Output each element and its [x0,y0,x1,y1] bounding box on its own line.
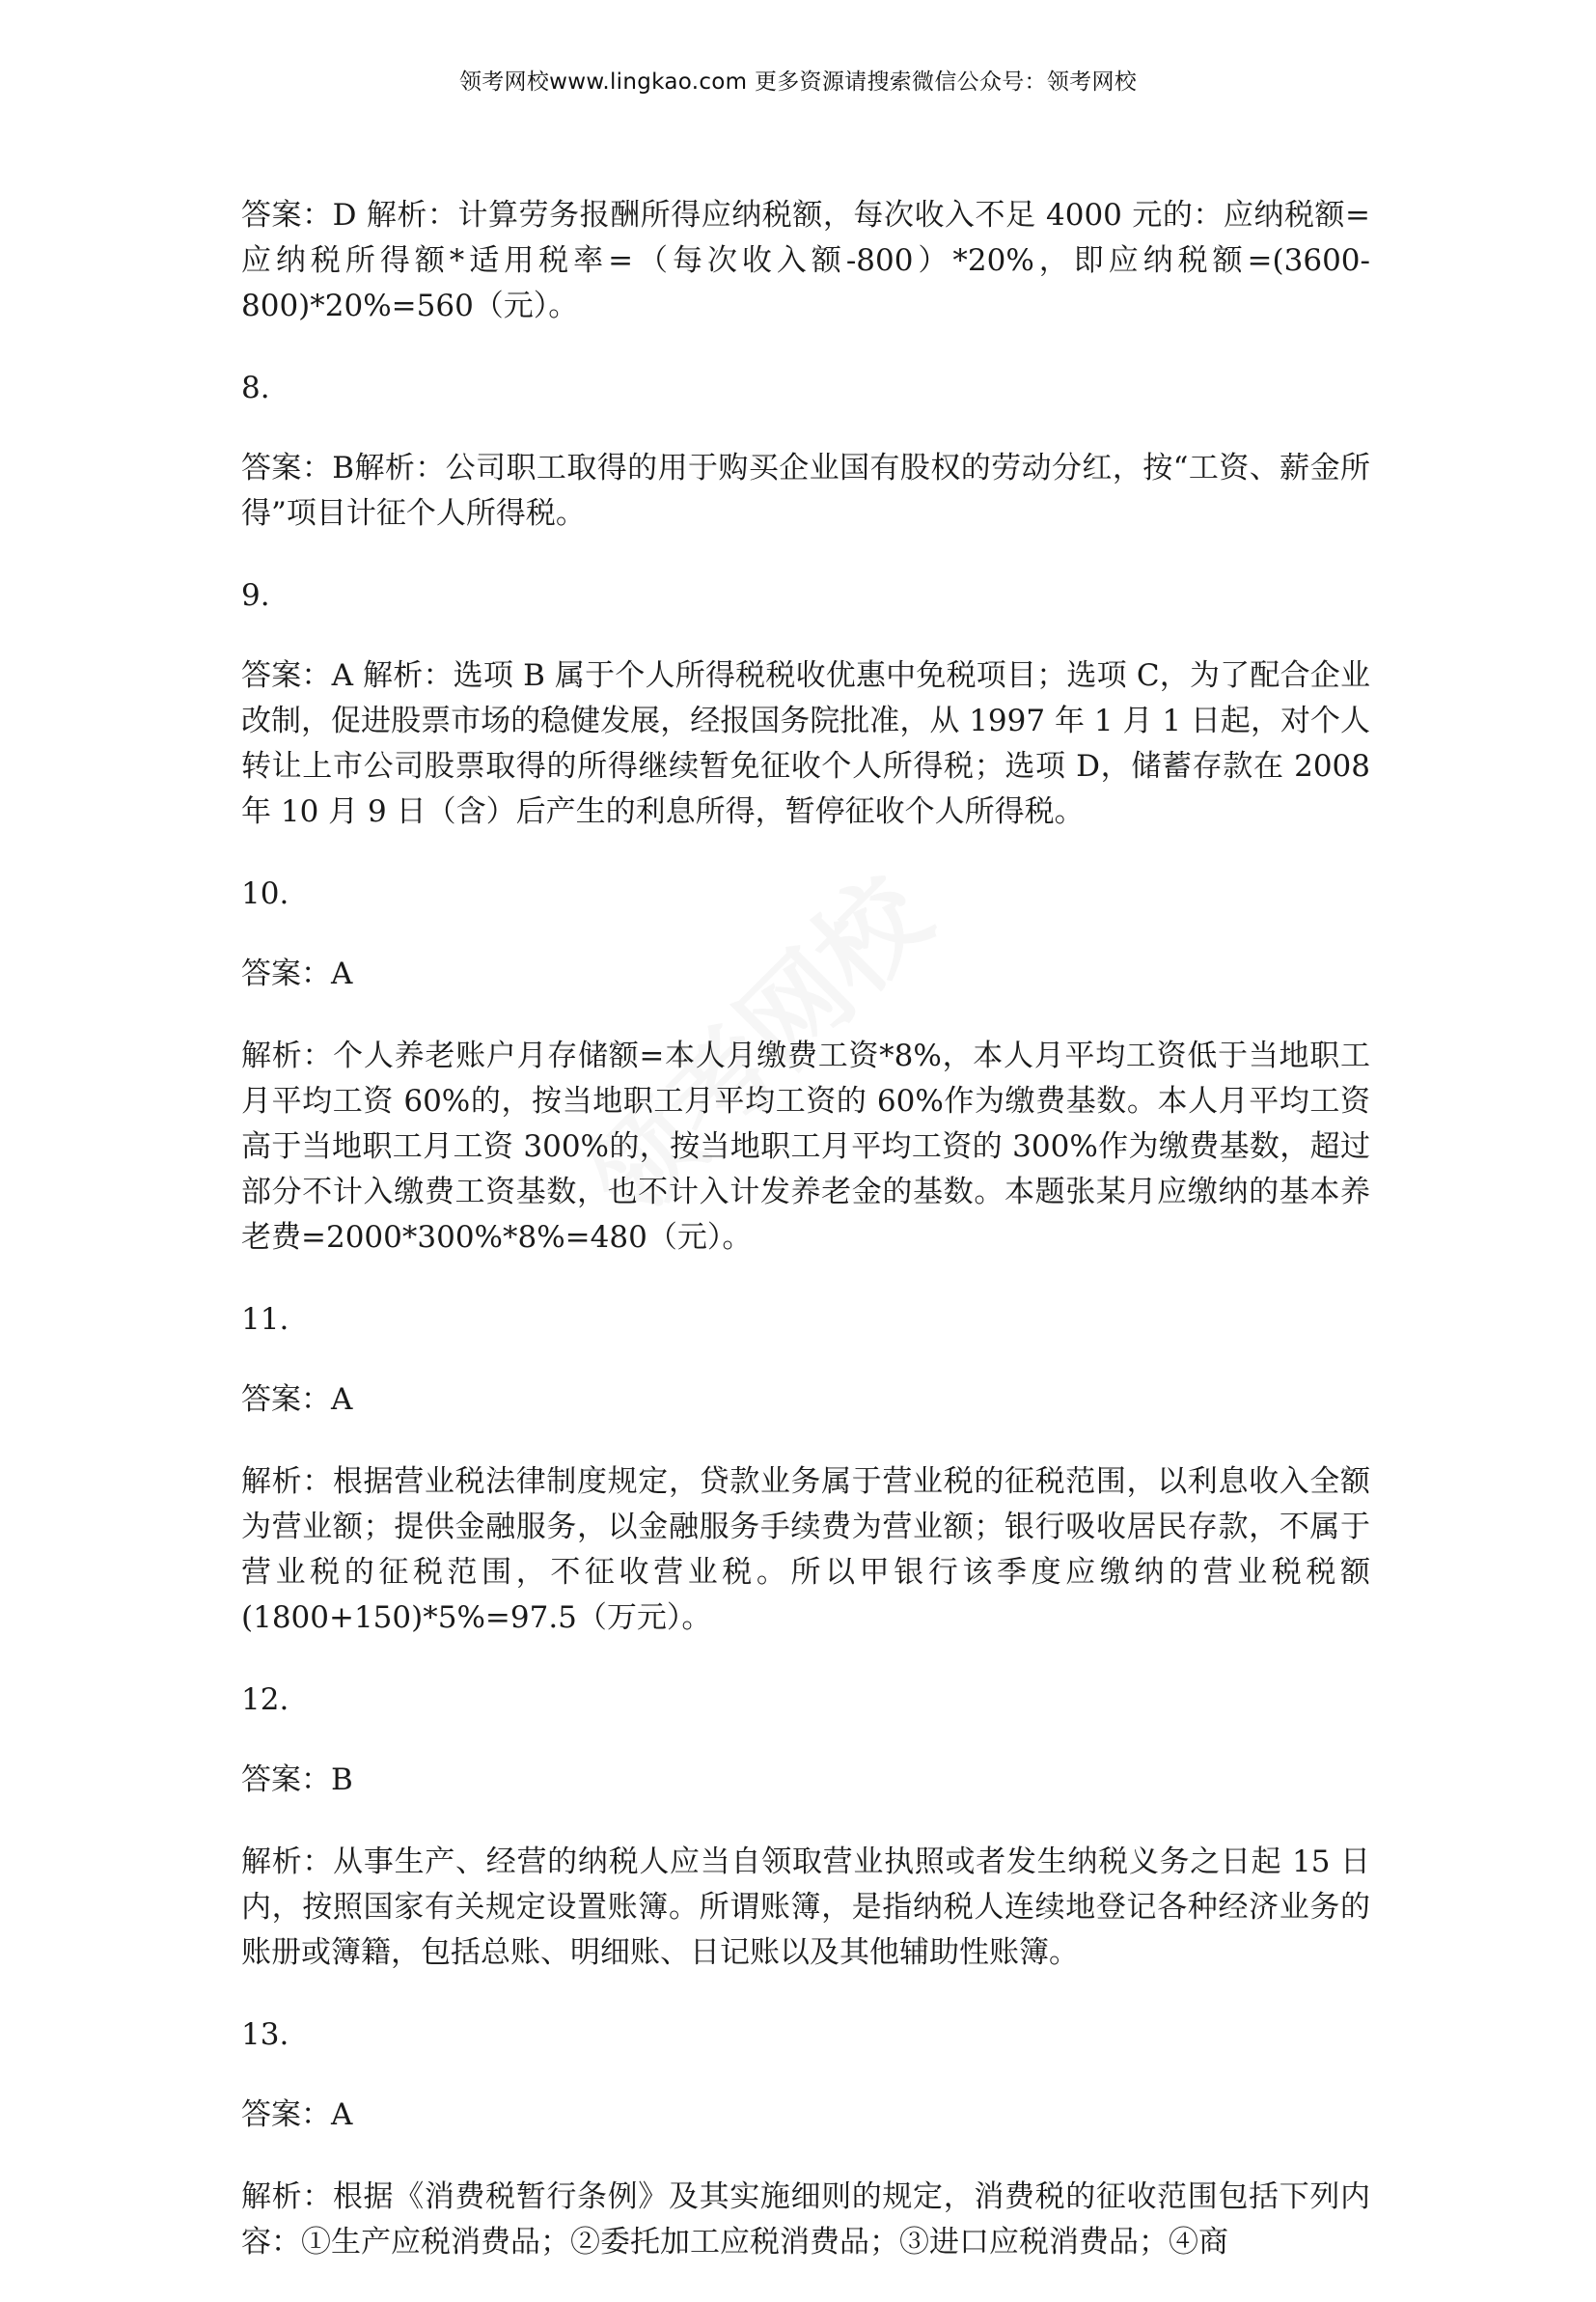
explanation-paragraph: 解析：从事生产、经营的纳税人应当自领取营业执照或者发生纳税义务之日起 15 日内，按照国家有关规定设置账簿。所谓账簿，是指纳税人连续地登记各种经济业务的账册或簿籍，包括总账、明细账、日记账以及其他辅助性账簿。 [241,1844,1370,1970]
answer-paragraph: 答案：A 解析：选项 B 属于个人所得税税收优惠中免税项目；选项 C，为了配合企业改制，促进股票市场的稳健发展，经报国务院批准，从 1997 年 1 月 1 日起，对个人转让上市公司股票取得的所得继续暂免征收个人所得税；选项 D，储蓄存款在 2008 年 10 月 9 日（含）后产生的利息所得，暂停征收个人所得税。 [241,658,1370,829]
question-number: 11. [241,1302,289,1337]
answer-paragraph: 答案：D 解析：计算劳务报酬所得应纳税额，每次收入不足 4000 元的：应纳税额=应纳税所得额*适用税率=（每次收入额-800）*20%，即应纳税额=(3600-800)*20%=560（元）。 [241,198,1370,323]
explanation-paragraph: 解析：根据营业税法律制度规定，贷款业务属于营业税的征税范围，以利息收入全额为营业额；提供金融服务，以金融服务手续费为营业额；银行吸收居民存款，不属于营业税的征税范围，不征收营业税。所以甲银行该季度应缴纳的营业税税额(1800+150)*5%=97.5（万元）。 [241,1464,1370,1635]
answer-line: 答案：B [241,1762,353,1797]
question-number: 10. [241,876,289,911]
question-number: 12. [241,1682,289,1717]
question-number: 13. [241,2017,289,2052]
page-header: 领考网校www.lingkao.com 更多资源请搜索微信公众号：领考网校 [458,69,1138,95]
question-number: 9. [241,578,270,613]
answer-line: 答案：A [241,2097,353,2132]
explanation-paragraph: 解析：根据《消费税暂行条例》及其实施细则的规定，消费税的征收范围包括下列内容：①生产应税消费品；②委托加工应税消费品；③进口应税消费品；④商 [241,2179,1370,2260]
question-number: 8. [241,371,270,405]
answer-paragraph: 答案：B解析：公司职工取得的用于购买企业国有股权的劳动分红，按“工资、薪金所得”项目计征个人所得税。 [241,451,1370,531]
document-body [241,193,1370,2302]
answer-line: 答案：A [241,1382,353,1417]
answer-line: 答案：A [241,957,353,991]
explanation-paragraph: 解析：个人养老账户月存储额=本人月缴费工资*8%，本人月平均工资低于当地职工月平均工资 60%的，按当地职工月平均工资的 60%作为缴费基数。本人月平均工资高于当地职工月工资 300%的，按当地职工月平均工资的 300%作为缴费基数，超过部分不计入缴费工资基数，也不计入计发养老金的基数。本题张某月应缴纳的基本养老费=2000*300%*8%=480（元）。 [241,1039,1370,1255]
